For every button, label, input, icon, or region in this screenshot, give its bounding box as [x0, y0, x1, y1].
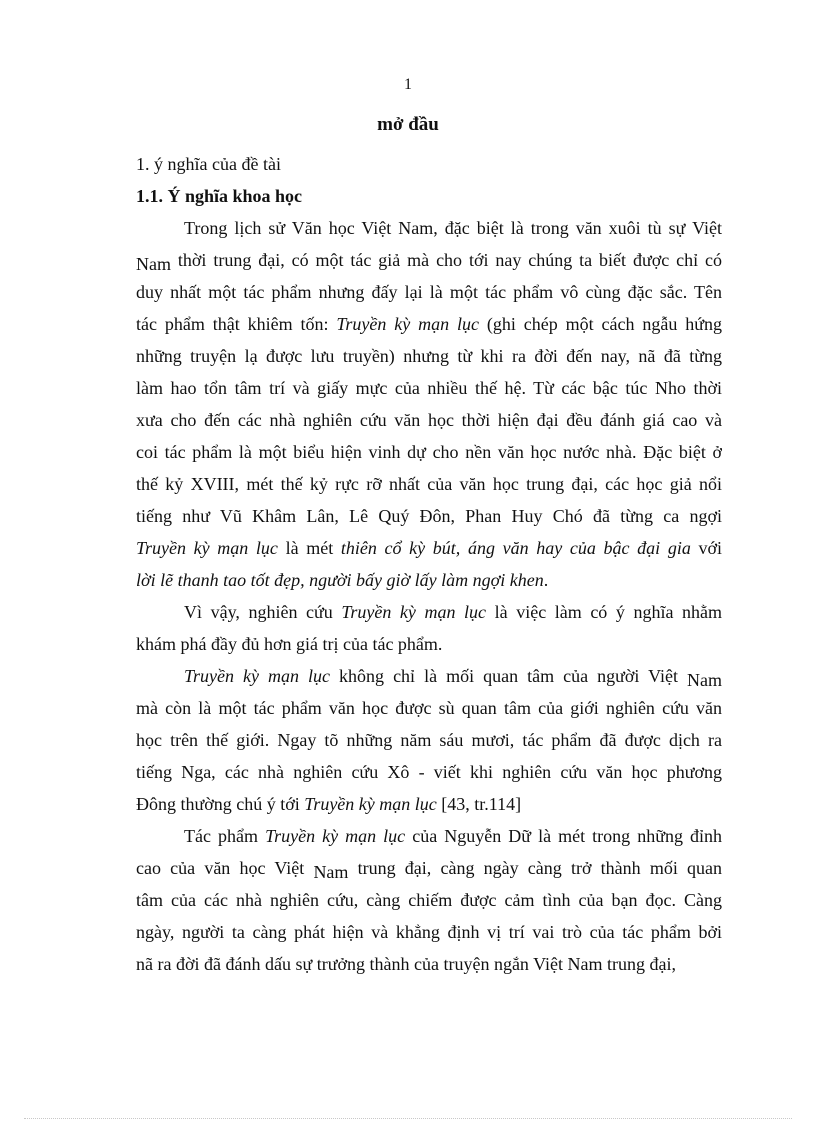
paragraph-line: [136, 820, 722, 852]
book-title: Truyền kỳ mạn lục: [265, 826, 406, 846]
text-run: xưa cho đến các nhà nghiên cứu văn học thời hiện đại đều đánh giá cao và: [136, 410, 722, 430]
page-number: 1: [404, 76, 412, 93]
text-run: Nam: [313, 862, 349, 882]
text-run: Tác phẩm: [184, 826, 266, 846]
text-run: ngày, người ta càng phát hiện và khẳng định vị trí vai trò của tác phẩm bởi: [136, 922, 722, 942]
quotation: lời lẽ thanh tao tốt đẹp, người bấy giờ lấy làm ngợi khen: [136, 570, 544, 590]
text-run: duy nhất một tác phẩm nhưng đấy lại là một tác phẩm vô cùng đặc sắc. Tên: [136, 282, 722, 302]
book-title: Truyền kỳ mạn lục: [336, 314, 479, 334]
paragraph-line: [136, 852, 722, 884]
page-title: mở đầu: [377, 114, 439, 135]
paragraph-line: [136, 212, 722, 244]
text-run: những truyện lạ được lưu truyền) nhưng từ khi ra đời đến nay, nã đã từng: [136, 346, 722, 366]
text-run: học trên thế giới. Ngay tõ những năm sáu mươi, tác phẩm đã được dịch ra: [136, 730, 722, 750]
text-run: Đông thường chú ý tới: [136, 794, 305, 814]
paragraph-1: [136, 212, 722, 596]
text-run: với: [690, 538, 722, 558]
book-title: Truyền kỳ mạn lục: [136, 538, 278, 558]
text-run: cao của văn học Việt: [136, 858, 314, 878]
paragraph-line: [136, 276, 722, 308]
text-run: coi tác phẩm là một biểu hiện vinh dự cho nền văn học nước nhà. Đặc biệt ở: [136, 442, 722, 462]
paragraph-line: [136, 692, 722, 724]
paragraph-line: [136, 724, 722, 756]
paragraph-line: [136, 244, 722, 276]
paragraph-line: [136, 756, 722, 788]
paragraph-line: [136, 372, 722, 404]
subsection-heading: 1.1. Ý nghĩa khoa học: [136, 186, 303, 206]
text-run: làm hao tổn tâm trí và giấy mực của nhiều thế hệ. Từ các bậc túc Nho thời: [136, 378, 722, 398]
book-title: Truyền kỳ mạn lục: [341, 602, 487, 622]
paragraph-line: [136, 500, 722, 532]
paragraph-line: [136, 884, 722, 916]
text-run: tác phẩm thật khiêm tốn:: [136, 314, 337, 334]
text-run: tiếng Nga, các nhà nghiên cứu Xô - viết khi nghiên cứu văn học phương: [136, 762, 722, 782]
text-run: tiếng như Vũ Khâm Lân, Lê Quý Đôn, Phan Huy Chó đã từng ca ngợi: [136, 506, 722, 526]
text-run: .: [543, 570, 549, 590]
text-run: khám phá đầy đủ hơn giá trị của tác phẩm.: [136, 634, 443, 654]
paragraph-line: [136, 788, 722, 820]
paragraph-line: [136, 916, 722, 948]
citation: [43, tr.114]: [436, 794, 522, 814]
paragraph-line: [136, 628, 722, 660]
text-run: nã ra đời đã đánh dấu sự trưởng thành của truyện ngắn Việt Nam trung đại,: [136, 954, 676, 974]
paragraph-line: [136, 532, 722, 564]
paragraph-line: [136, 564, 722, 596]
text-run: Nam: [136, 254, 171, 274]
book-title: Truyền kỳ mạn lục: [304, 794, 437, 814]
paragraph-3: [136, 660, 722, 820]
paragraph-line: [136, 340, 722, 372]
text-run: là mét: [277, 538, 341, 558]
page-bottom-rule: [24, 1118, 792, 1119]
text-run: mà còn là một tác phẩm văn học được sù quan tâm của giới nghiên cứu văn: [136, 698, 722, 718]
paragraph-line: [136, 436, 722, 468]
paragraph-line: [136, 404, 722, 436]
text-run: trung đại, càng ngày càng trở thành mối quan: [348, 858, 722, 878]
document-body: [136, 148, 722, 980]
paragraph-line: [136, 948, 722, 980]
paragraph-line: [136, 308, 722, 340]
text-run: của Nguyễn Dữ là mét trong những đỉnh: [405, 826, 722, 846]
quotation: thiên cổ kỳ bút, áng văn hay của bậc đại gia: [340, 538, 691, 558]
paragraph-2: [136, 596, 722, 660]
paragraph-line: [136, 596, 722, 628]
text-run: Nam: [687, 670, 722, 690]
text-run: (ghi chép một cách ngẫu hứng: [479, 314, 722, 334]
text-run: là việc làm có ý nghĩa nhằm: [486, 602, 722, 622]
section-heading: 1. ý nghĩa của đề tài: [136, 154, 281, 174]
paragraph-4: [136, 820, 722, 980]
text-run: tâm của các nhà nghiên cứu, càng chiếm được cảm tình của bạn đọc. Càng: [136, 890, 722, 910]
paragraph-line: [136, 468, 722, 500]
text-run: Vì vậy, nghiên cứu: [184, 602, 342, 622]
text-run: không chỉ là mối quan tâm của người Việt: [330, 666, 688, 686]
text-run: Trong lịch sử Văn học Việt Nam, đặc biệt là trong văn xuôi tù sự Việt: [184, 218, 722, 238]
text-run: thời trung đại, có một tác giả mà cho tới nay chúng ta biết được chỉ có: [171, 250, 722, 270]
book-title: Truyền kỳ mạn lục: [184, 666, 331, 686]
paragraph-line: [136, 660, 722, 692]
text-run: thế kỷ XVIII, mét thế kỷ rực rỡ nhất của văn học trung đại, các học giả nổi: [136, 474, 722, 494]
